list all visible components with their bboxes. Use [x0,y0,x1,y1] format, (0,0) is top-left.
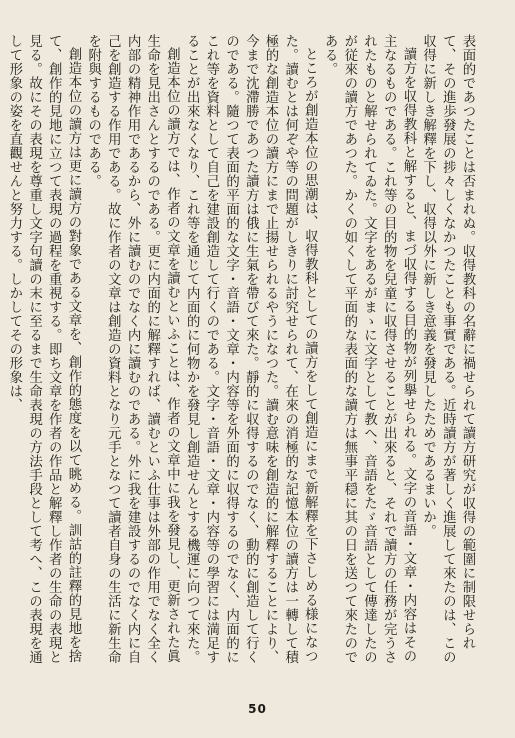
vertical-text-body [6,34,477,674]
paragraph: 創造本位の讀方では、作者の文章を讀むといふことは、作者の文章中に我を發見し、更新された眞生命を見出さんとするのである。更に内面的に解釋すれば、讀むといふ仕事は外部の作用でなく全く内部の精神作用であるから、外に讀むのでなく内に讀むのである。外に我を建設するのでなく内に自己を創造する作用である。故に作者の文章は創造の資料となり元手となつて讀者自身の生活に新生命を附與するものである。 [85,34,180,664]
paragraph: 表面的であつたことは否まれぬ。収得教科の名辭に禍せられて讀方研究が収得の範圍に制限せられて、その進歩發展の捗々しくなかつたことも事實である。近時讀方が著しく進展して來たのは、この収得に新しき解釋を下し、収得以外に新しき意義を發見したためであるまいか。 [420,34,475,664]
paragraph: ところが創造本位の思潮は、収得教科としての讀方をして創造にまで新解釋を下さしめる様になつた。讀むとは何ぞや等の問題がしきりに討究せられて、在來の消極的な記憶本位の讀方は一轉して積極的な創造本位の讀方にまで止揚せられるやうになつた。讀む意味を創造的に解釋することにより、今まで沈滯勝であつた讀方は俄に生氣を帶びて來た。靜的に収得するのでなく、動的に創造して行くのである。隨つて表面的平面的な文字・音語・文章・内容等を外面的に収得するのでなく、内面的にこれ等を資料として自己を建設創造して行くのである。文字・音語・文章・内容等の學習には満足することが出來なくなり、これ等を通じて内面的に何物かを發見し創造せんとする機運に向つて來た。 [184,34,318,664]
page-number: 50 [248,702,267,716]
paragraph: 創造本位の讀方は更に讀方の對象である文章を、創作的態度を以て眺める。訓詁的註釋的見地を捨て、創作的見地に立つて表現の過程を重視する。即ち文章を作者の作品と解釋し作者の生命の表現と見る。故にその表現を尊重し文字句讀の末に至るまで生命表現の方法手段として考へ、この表現を通して形象の姿を直觀せんと努力する。しかしてその形象は、 [6,34,81,664]
paragraph: 讀方を収得教科と解すると、まづ収得する目的物が列擧せられる。文字の音語・文章・内容はその主なるものである。これ等の目的物を兒童に収得させることが出來ると、それで讀方の任務が完うされたものと解せられてゐた。文字をあるがまゝに文字として教へ、音語をたゞ音語として傳達したのが従來の讀方であつた。かくの如くして平面的な表面的な讀方は無事平穏に其の日を送つて來たのである。 [322,34,416,664]
